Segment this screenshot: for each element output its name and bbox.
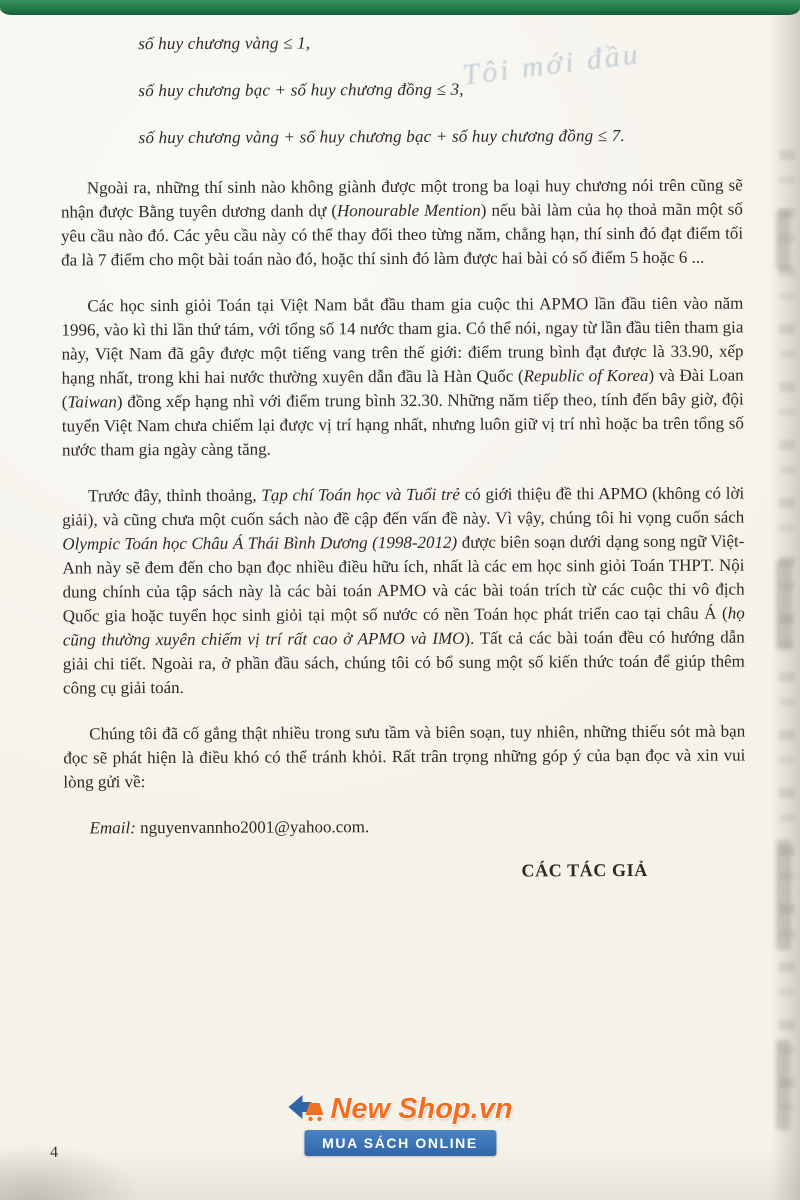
bleed-through-mark bbox=[776, 840, 791, 950]
bleed-through-mark bbox=[776, 210, 790, 270]
contact-email-line: Email: nguyenvannho2001@yahoo.com. bbox=[89, 817, 370, 838]
page-number: 4 bbox=[50, 1144, 58, 1161]
paragraph-honourable-mention: Ngoài ra, những thí sinh nào không giành được một trong ba loại huy chương nói trên cũng sẽ nhận được Bằng tuyên dương danh dự (Honourable Mention) nếu bài làm của họ thoả mãn một số yêu cầu nào đó. Các yêu cầu này có thể thay đổi theo từng năm, chẳng hạn, thí sinh đó đạt điểm tối đa là 7 điểm cho một bài toán nào đó, hoặc thí sinh đó làm được hai bài có số điểm 5 hoặc 6 ... bbox=[60, 175, 744, 270]
paragraph-feedback-request: Chúng tôi đã cố gắng thật nhiều trong sưu tầm và biên soạn, tuy nhiên, những thiếu sót mà bạn đọc sẽ phát hiện là điều khó có thể tránh khỏi. Rất trân trọng những góp ý của bạn đọc và xin vui lòng gửi về: bbox=[63, 721, 746, 792]
newshop-watermark bbox=[287, 1092, 512, 1156]
paragraph-vietnam-apmo-history: Các học sinh giỏi Toán tại Việt Nam bắt đầu tham gia cuộc thi APMO lần đầu tiên vào năm 1996, vào kì thi lần thứ tám, với tổng số 14 nước tham gia. Có thể nói, ngay từ lần đầu tiên tham gia này, Việt Nam đã gây được một tiếng vang trên thế giới: điểm trung bình đạt được là 33.90, xếp hạng nhất, trong khi hai nước thường xuyên dẫn đầu là Hàn Quốc (Republic of Korea) và Đài Loan (Taiwan) đồng xếp hạng nhì với điểm trung bình 32.30. Những năm tiếp theo, tính đến bây giờ, đội tuyển Việt Nam chưa chiếm lại được vị trí hạng nhất, nhưng luôn giữ vị trí nhì hoặc ba trên tổng số nước tham gia ngày càng tăng. bbox=[61, 293, 744, 460]
math-line-silver-bronze: số huy chương bạc + số huy chương đồng ≤ 3, bbox=[138, 79, 464, 101]
paragraph-book-purpose: Trước đây, thỉnh thoảng, Tạp chí Toán học và Tuổi trẻ có giới thiệu đề thi APMO (không có lời giải), và cũng chưa một cuốn sách nào đề cập đến vấn đề này. Vì vậy, chúng tôi hi vọng cuốn sách Olympic Toán học Châu Á Thái Bình Dương (1998-2012) được biên soạn dưới dạng song ngữ Việt-Anh này sẽ đem đến cho bạn đọc nhiều điều hữu ích, nhất là các em học sinh giỏi Toán THPT. Nội dung chính của tập sách này là các bài toán APMO và các bài toán trích từ các cuộc thi vô địch Quốc gia hoặc tuyển học sinh giỏi tại một số nước có nền Toán học phát triển cao tại châu Á (họ cũng thường xuyên chiếm vị trí rất cao ở APMO và IMO). Tất cả các bài toán đều có hướng dẫn giải chi tiết. Ngoài ra, ở phần đầu sách, chúng tôi có bổ sung một số kiến thức toán để giúp thêm công cụ giải toán. bbox=[62, 483, 745, 698]
bleed-through-mark bbox=[776, 1040, 790, 1130]
bleed-through-handwriting: Tôi mới đầu bbox=[460, 37, 643, 92]
bleed-through-mark bbox=[776, 560, 792, 650]
newshop-brand-text: New Shop.vn bbox=[330, 1093, 513, 1125]
newshop-tagline-banner: MUA SÁCH ONLINE bbox=[304, 1130, 496, 1156]
authors-signature: CÁC TÁC GIẢ bbox=[521, 859, 648, 881]
book-cover-edge bbox=[0, 0, 800, 15]
newshop-cart-icon bbox=[287, 1092, 325, 1127]
page-text-block bbox=[60, 33, 746, 884]
math-line-total: số huy chương vàng + số huy chương bạc + số huy chương đồng ≤ 7. bbox=[138, 126, 625, 148]
newshop-brand-row bbox=[287, 1092, 512, 1127]
medal-constraints-block bbox=[138, 33, 742, 147]
math-line-gold: số huy chương vàng ≤ 1, bbox=[138, 33, 311, 54]
